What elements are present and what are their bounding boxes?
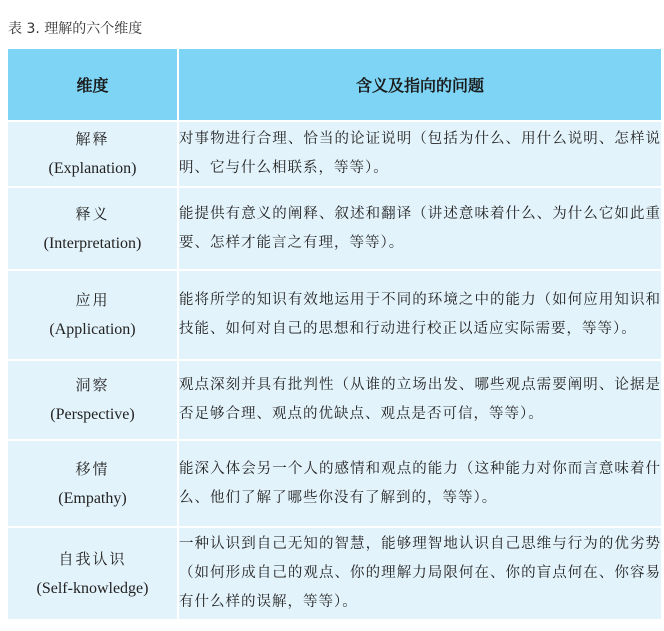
- table-row: [8, 360, 661, 440]
- dimension-name-en: (Perspective): [50, 406, 135, 423]
- understanding-dimensions-table: [8, 49, 661, 619]
- header-meaning: 含义及指向的问题: [178, 49, 661, 121]
- header-dimension: 维度: [8, 49, 178, 121]
- table-row: [8, 270, 661, 360]
- table-row: [8, 440, 661, 527]
- table-caption: 表 3. 理解的六个维度: [8, 21, 143, 37]
- description-cell: 能深入体会另一个人的感情和观点的能力（这种能力对你而言意味着什么、他们了解了哪些你没有了解到的，等等）。: [178, 440, 661, 527]
- dimension-cell: [8, 187, 178, 270]
- table-header-row: [8, 49, 661, 121]
- table-row: [8, 121, 661, 187]
- dimension-name-en: (Empathy): [58, 489, 127, 507]
- description-cell: 能提供有意义的阐释、叙述和翻译（讲述意味着什么、为什么它如此重要、怎样才能言之有理，等等）。: [178, 187, 661, 270]
- dimension-name-en: (Application): [49, 321, 136, 338]
- dimension-name-zh: 应用: [75, 291, 110, 309]
- description-cell: 对事物进行合理、恰当的论证说明（包括为什么、用什么说明、怎样说明、它与什么相联系，等等）。: [178, 121, 661, 187]
- description-cell: 观点深刻并具有批判性（从谁的立场出发、哪些观点需要阐明、论据是否足够合理、观点的优缺点、观点是否可信，等等）。: [178, 360, 661, 440]
- dimension-name-zh: 释义: [75, 204, 110, 223]
- dimension-cell: [8, 270, 178, 360]
- dimension-name-en: (Self-knowledge): [36, 579, 149, 597]
- dimension-name-zh: 解释: [75, 130, 110, 148]
- description-cell: 能将所学的知识有效地运用于不同的环境之中的能力（如何应用知识和技能、如何对自己的思想和行动进行校正以适应实际需要，等等）。: [178, 270, 661, 360]
- dimension-cell: [8, 121, 178, 187]
- dimension-cell: [8, 440, 178, 527]
- dimension-name-zh: 洞察: [75, 376, 110, 394]
- dimension-name-zh: 自我认识: [58, 549, 127, 568]
- table-row: [8, 187, 661, 270]
- dimension-cell: [8, 360, 178, 440]
- table-row: [8, 527, 661, 619]
- dimension-name-en: (Explanation): [48, 160, 137, 177]
- dimension-name-zh: 移情: [75, 459, 110, 478]
- dimension-cell: [8, 527, 178, 619]
- dimension-name-en: (Interpretation): [43, 234, 142, 252]
- description-cell: 一种认识到自己无知的智慧，能够理智地认识自己思维与行为的优劣势（如何形成自己的观点、你的理解力局限何在、你的盲点何在、你容易有什么样的误解，等等）。: [178, 527, 661, 619]
